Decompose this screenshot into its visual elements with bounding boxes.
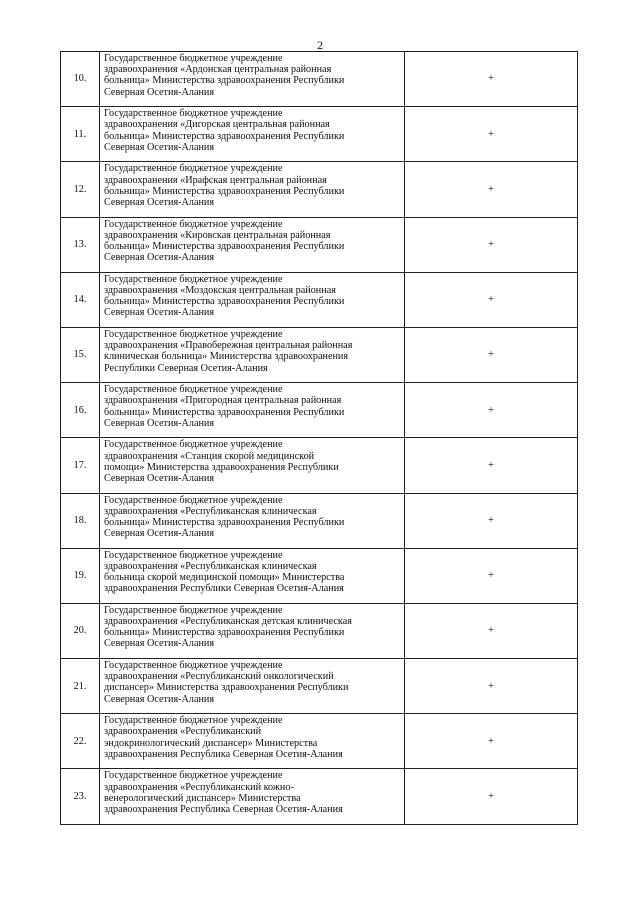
institution-name-line: Северная Осетия-Алания — [104, 638, 215, 650]
institution-name-line: Государственное бюджетное учреждение — [104, 660, 283, 672]
table-row — [61, 603, 578, 658]
row-number: 11. — [61, 107, 100, 162]
row-number: 21. — [61, 659, 100, 714]
institution-name — [100, 659, 405, 714]
institution-name-line: Государственное бюджетное учреждение — [104, 715, 283, 727]
institutions-table — [60, 51, 578, 825]
inclusion-mark: + — [405, 438, 578, 493]
institution-name-line: Государственное бюджетное учреждение — [104, 770, 283, 782]
institution-name-line: здравоохранения «Республиканский — [104, 726, 262, 738]
inclusion-mark: + — [405, 107, 578, 162]
institution-name-line: Северная Осетия-Алания — [104, 252, 215, 264]
table-row — [61, 548, 578, 603]
row-number: 14. — [61, 272, 100, 327]
inclusion-mark: + — [405, 383, 578, 438]
institution-name-line: больница» Министерства здравоохранения Республики — [104, 75, 345, 87]
institution-name — [100, 272, 405, 327]
table-row — [61, 769, 578, 824]
table-row — [61, 162, 578, 217]
institution-name-line: здравоохранения Республика Северная Осетия-Алания — [104, 748, 343, 760]
institution-name-line: здравоохранения Республика Северная Осетия-Алания — [104, 804, 343, 816]
table-row — [61, 659, 578, 714]
institution-name-line: здравоохранения «Республиканская клиническая — [104, 560, 317, 572]
institution-name-line: эндокринологический диспансер» Министерства — [104, 737, 318, 749]
institution-name — [100, 217, 405, 272]
row-number: 17. — [61, 438, 100, 493]
institution-name-line: Государственное бюджетное учреждение — [104, 604, 283, 616]
institution-name-line: Государственное бюджетное учреждение — [104, 108, 283, 120]
institution-name-line: венерологический диспансер» Министерства — [104, 792, 301, 804]
institution-name — [100, 603, 405, 658]
institution-name-line: Государственное бюджетное учреждение — [104, 163, 283, 175]
institution-name-line: больница скорой медицинской помощи» Министерства — [104, 572, 345, 584]
institution-name-line: здравоохранения «Ардонская центральная районная — [104, 64, 332, 76]
institution-name-line: здравоохранения «Дигорская центральная районная — [104, 119, 330, 131]
inclusion-mark: + — [405, 769, 578, 824]
row-number: 10. — [61, 52, 100, 107]
institution-name-line: здравоохранения «Республиканская детская клиническая — [104, 616, 352, 628]
table-row — [61, 272, 578, 327]
institution-name — [100, 493, 405, 548]
institution-name — [100, 107, 405, 162]
inclusion-mark: + — [405, 272, 578, 327]
inclusion-mark: + — [405, 659, 578, 714]
table-row — [61, 493, 578, 548]
row-number: 23. — [61, 769, 100, 824]
table-row — [61, 438, 578, 493]
row-number: 16. — [61, 383, 100, 438]
table-body — [61, 52, 578, 825]
institution-name-line: здравоохранения Республики Северная Осетия-Алания — [104, 583, 344, 595]
institution-name-line: больница» Министерства здравоохранения Республики — [104, 296, 345, 308]
row-number: 20. — [61, 603, 100, 658]
institution-name-line: больница» Министерства здравоохранения Республики — [104, 627, 345, 639]
inclusion-mark: + — [405, 327, 578, 382]
inclusion-mark: + — [405, 493, 578, 548]
institution-name-line: больница» Министерства здравоохранения Республики — [104, 240, 345, 252]
institution-name-line: больница» Министерства здравоохранения Республики — [104, 406, 345, 418]
row-number: 15. — [61, 327, 100, 382]
institution-name — [100, 52, 405, 107]
institution-name — [100, 714, 405, 769]
institution-name-line: Северная Осетия-Алания — [104, 528, 215, 540]
institution-name-line: Северная Осетия-Алания — [104, 472, 215, 484]
institution-name-line: Северная Осетия-Алания — [104, 693, 215, 705]
institution-name-line: Государственное бюджетное учреждение — [104, 328, 283, 340]
institution-name-line: здравоохранения «Кировская центральная районная — [104, 229, 331, 241]
institution-name-line: здравоохранения «Республиканский онкологический — [104, 671, 334, 683]
inclusion-mark: + — [405, 548, 578, 603]
inclusion-mark: + — [405, 217, 578, 272]
institution-name-line: Северная Осетия-Алания — [104, 307, 215, 319]
institution-name — [100, 162, 405, 217]
institution-name — [100, 548, 405, 603]
institution-name-line: Государственное бюджетное учреждение — [104, 494, 283, 506]
institution-name-line: здравоохранения «Ирафская центральная районная — [104, 174, 327, 186]
table-row — [61, 327, 578, 382]
institution-name-line: больница» Министерства здравоохранения Республики — [104, 516, 345, 528]
institution-name-line: Государственное бюджетное учреждение — [104, 439, 283, 451]
institution-name — [100, 327, 405, 382]
institution-name-line: Северная Осетия-Алания — [104, 86, 215, 98]
institution-name-line: Северная Осетия-Алания — [104, 196, 215, 208]
institution-name-line: клиническая больница» Министерства здравоохранения — [104, 351, 349, 363]
institution-name-line: здравоохранения «Правобережная центральная районная — [104, 340, 353, 352]
institution-name — [100, 383, 405, 438]
institution-name-line: Государственное бюджетное учреждение — [104, 273, 283, 285]
institution-name-line: здравоохранения «Пригородная центральная районная — [104, 395, 342, 407]
institution-name-line: помощи» Министерства здравоохранения Республики — [104, 461, 339, 473]
institution-name-line: Северная Осетия-Алания — [104, 141, 215, 153]
institution-name-line: Государственное бюджетное учреждение — [104, 218, 283, 230]
row-number: 19. — [61, 548, 100, 603]
page-number: 2 — [317, 38, 323, 52]
institution-name-line: Государственное бюджетное учреждение — [104, 53, 283, 64]
institution-name-line: больница» Министерства здравоохранения Республики — [104, 185, 345, 197]
inclusion-mark: + — [405, 603, 578, 658]
row-number: 18. — [61, 493, 100, 548]
institution-name-line: здравоохранения «Моздокская центральная районная — [104, 284, 336, 296]
table-row — [61, 107, 578, 162]
table-row — [61, 714, 578, 769]
table-row — [61, 217, 578, 272]
inclusion-mark: + — [405, 714, 578, 769]
institution-name-line: здравоохранения «Станция скорой медицинской — [104, 450, 315, 462]
institution-name-line: здравоохранения «Республиканская клиническая — [104, 505, 317, 517]
institution-name-line: Северная Осетия-Алания — [104, 417, 215, 429]
table-row — [61, 383, 578, 438]
institution-name-line: больница» Министерства здравоохранения Республики — [104, 130, 345, 142]
row-number: 22. — [61, 714, 100, 769]
table-row — [61, 52, 578, 107]
institution-name-line: диспансер» Министерства здравоохранения Республики — [104, 682, 349, 694]
institution-name-line: Государственное бюджетное учреждение — [104, 549, 283, 561]
inclusion-mark: + — [405, 162, 578, 217]
institution-name-line: здравоохранения «Республиканский кожно- — [104, 781, 294, 793]
institution-name — [100, 438, 405, 493]
institution-name-line: Государственное бюджетное учреждение — [104, 384, 283, 396]
institution-name — [100, 769, 405, 824]
row-number: 13. — [61, 217, 100, 272]
inclusion-mark: + — [405, 52, 578, 107]
institution-name-line: Республики Северная Осетия-Алания — [104, 362, 268, 374]
row-number: 12. — [61, 162, 100, 217]
